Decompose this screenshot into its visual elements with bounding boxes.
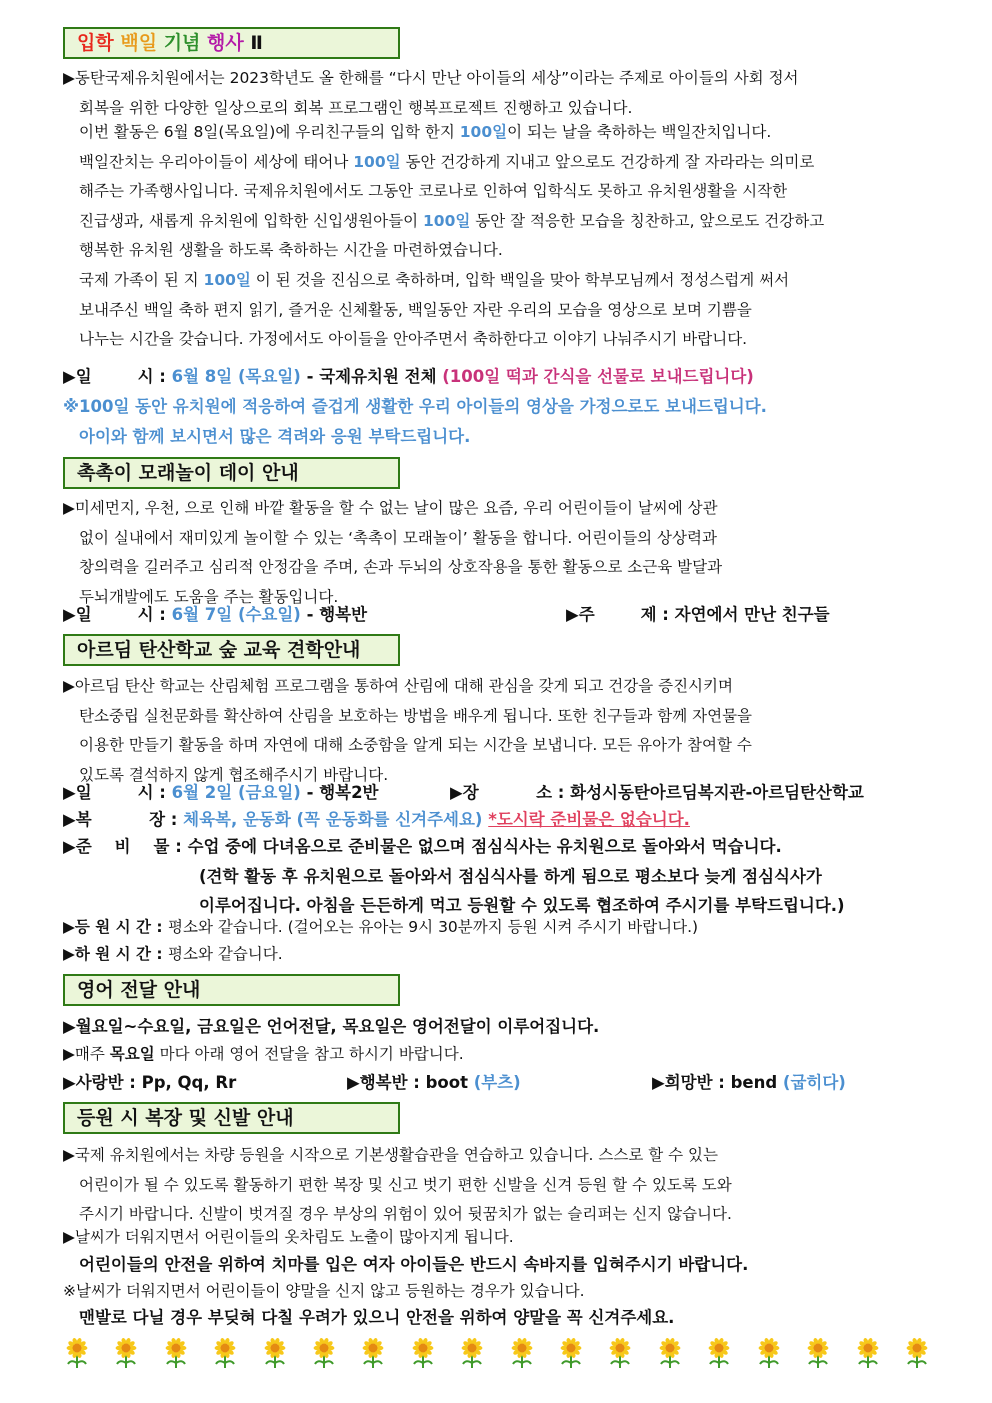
text-line: 동안 건강하게 지내고 앞으로도 건강하게 잘 자라라는 의미로 bbox=[400, 152, 815, 171]
sunflower-icon bbox=[656, 1337, 684, 1369]
text-line: 나누는 시간을 갖습니다. 가정에서도 아이들을 안아주면서 축하한다고 이야기 나눠주시기 바랍니다. bbox=[79, 330, 748, 348]
bullet-icon: ▶ bbox=[63, 837, 76, 856]
bullet-icon: ▶ bbox=[63, 918, 75, 936]
class-sarang: 사랑반 : Pp, Qq, Rr bbox=[75, 1073, 237, 1092]
section-title: 영어 전달 안내 bbox=[77, 979, 201, 1001]
class-text: 희망반 : bend bbox=[664, 1073, 783, 1092]
dress-label: 복 장 : bbox=[75, 810, 184, 829]
s1-paragraph-2 bbox=[63, 118, 947, 266]
s5-line7 bbox=[63, 1303, 947, 1333]
sunflower-icon bbox=[508, 1337, 536, 1369]
dress-note: *도시락 준비물은 없습니다. bbox=[488, 810, 690, 829]
s3-place bbox=[450, 778, 864, 808]
text-line: 해주는 가족행사입니다. 국제유치원에서도 그동안 코로나로 인하여 입학식도 못하고 유치원생활을 시작한 bbox=[79, 182, 788, 200]
text-line: 있도록 결석하지 않게 협조해주시기 바랍니다. bbox=[79, 765, 389, 784]
text-line: (견학 활동 후 유치원으로 돌아와서 점심식사를 하게 됨으로 평소보다 늦게 점심식사가 bbox=[199, 866, 822, 886]
bullet-icon: ▶ bbox=[63, 499, 75, 517]
text-line: 없이 실내에서 재미있게 놀이할 수 있는 ‘촉촉이 모래놀이’ 활동을 합니다. 어린이들의 상상력과 bbox=[79, 528, 717, 547]
dress-value: 체육복, 운동화 (꼭 운동화를 신겨주세요) bbox=[183, 810, 489, 829]
bullet-icon: ▶ bbox=[63, 69, 75, 87]
place-label: 장 소 : bbox=[462, 783, 571, 802]
section-header-sand-play bbox=[63, 457, 400, 489]
sunflower-icon bbox=[903, 1337, 931, 1369]
text-line: 날씨가 더워지면서 어린이들의 옷차림도 노출이 많아지게 됩니다. bbox=[74, 1228, 514, 1246]
class-text: 행복반 : boot bbox=[359, 1073, 474, 1092]
sunflower-icon bbox=[112, 1337, 140, 1369]
text-line: 맨발로 다닐 경우 부딪혀 다칠 우려가 있으니 안전을 위하여 양말을 꼭 신겨주세요. bbox=[79, 1308, 675, 1327]
s5-paragraph bbox=[63, 1141, 931, 1230]
s4-classes bbox=[63, 1068, 931, 1098]
title-numeral: Ⅱ bbox=[250, 32, 263, 54]
class-meaning: (부츠) bbox=[473, 1073, 521, 1092]
highlight-100-days: 100일 bbox=[203, 271, 251, 289]
sunflower-icon bbox=[261, 1337, 289, 1369]
sunflower-icon bbox=[705, 1337, 733, 1369]
arrive-label: 등 원 시 간 : bbox=[74, 918, 168, 936]
bullet-icon: ▶ bbox=[566, 605, 579, 624]
text-line: 이 된 것을 진심으로 축하하며, 입학 백일을 맞아 학부모님께서 정성스럽게 써서 bbox=[250, 271, 790, 289]
s3-dress-line bbox=[63, 805, 931, 835]
text-line: 탄소중립 실천문화를 확산하여 산림을 보호하는 방법을 배우게 됩니다. 또한 친구들과 함께 자연물을 bbox=[79, 706, 753, 725]
s5-line4 bbox=[63, 1223, 931, 1253]
s1-date-line bbox=[63, 362, 931, 392]
text-line: 회복을 위한 다양한 일상으로의 회복 프로그램인 행복프로젝트 진행하고 있습니다. bbox=[79, 98, 633, 117]
theme-label: 주 제 : bbox=[578, 605, 675, 624]
sunflower-icon bbox=[755, 1337, 783, 1369]
bullet-icon: ▶ bbox=[63, 605, 76, 624]
text-line: 창의력을 길러주고 심리적 안정감을 주며, 손과 두뇌의 상호작용을 통한 활동으로 소근육 발달과 bbox=[79, 558, 723, 576]
text-line: 국제 유치원에서는 차량 등원을 시작으로 기본생활습관을 연습하고 있습니다. 스스로 할 수 있는 bbox=[74, 1146, 718, 1164]
bullet-icon: ▶ bbox=[63, 1228, 75, 1246]
notice-line: ※100일 동안 유치원에 적응하여 즐겁게 생활한 우리 아이들의 영상을 가정으로도 보내드립니다. bbox=[63, 397, 767, 416]
date-value: 6월 2일 (금요일) bbox=[171, 783, 301, 802]
text-line: 이번 활동은 6월 8일(목요일)에 우리친구들의 입학 한지 bbox=[79, 123, 460, 141]
text-line: 월요일~수요일, 금요일은 언어전달, 목요일은 영어전달이 이루어집니다. bbox=[75, 1017, 600, 1036]
sunflower-icon bbox=[557, 1337, 585, 1369]
sunflower-icon bbox=[606, 1337, 634, 1369]
highlight-100-days: 100일 bbox=[423, 211, 471, 230]
text-line: 매주 bbox=[74, 1045, 110, 1063]
notice-line: 아이와 함께 보시면서 많은 격려와 응원 부탁드립니다. bbox=[79, 426, 471, 446]
s5-line5 bbox=[63, 1250, 947, 1280]
text-line: 어린이들의 안전을 위하여 치마를 입은 여자 아이들은 반드시 속바지를 입혀주시기 바랍니다. bbox=[79, 1255, 749, 1274]
leave-label: 하 원 시 간 : bbox=[74, 945, 168, 963]
text-line: 국제 가족이 된 지 bbox=[79, 271, 204, 289]
section-title: 촉촉이 모래놀이 데이 안내 bbox=[77, 462, 299, 484]
bullet-icon: ▶ bbox=[652, 1073, 665, 1092]
text-line: 두뇌개발에도 도움을 주는 활동입니다. bbox=[79, 587, 339, 606]
sunflower-icon bbox=[854, 1337, 882, 1369]
section-title: 등원 시 복장 및 신발 안내 bbox=[77, 1107, 294, 1129]
text-line: 아르딤 탄산 학교는 산림체험 프로그램을 통하여 산림에 대해 관심을 갖게 되고 건강을 증진시키며 bbox=[74, 677, 733, 695]
sunflower-icon bbox=[458, 1337, 486, 1369]
text-bold: 목요일 bbox=[109, 1045, 155, 1063]
title-word-3: 기념 bbox=[163, 32, 201, 54]
s1-notice bbox=[63, 392, 931, 451]
section-header-field-trip bbox=[63, 634, 400, 666]
bullet-icon: ▶ bbox=[63, 1146, 75, 1164]
sunflower-icon bbox=[359, 1337, 387, 1369]
arrive-value: 평소와 같습니다. (걸어오는 유아는 9시 30분까지 등원 시켜 주시기 바랍니다.) bbox=[168, 918, 699, 936]
bullet-icon: ▶ bbox=[63, 810, 76, 829]
section-header-english bbox=[63, 974, 400, 1006]
text-line: 이 되는 날을 축하하는 백일잔치입니다. bbox=[507, 123, 772, 141]
bullet-icon: ▶ bbox=[63, 677, 75, 695]
bullet-icon: ▶ bbox=[63, 1017, 76, 1036]
s3-leave-line bbox=[63, 940, 931, 970]
s3-prep bbox=[63, 832, 931, 921]
date-rest: - 행복반 bbox=[300, 605, 368, 624]
place-value: 화성시동탄아르딤복지관-아르딤탄산학교 bbox=[570, 783, 864, 802]
highlight-100-days: 100일 bbox=[353, 152, 401, 171]
title-word-1: 입학 bbox=[77, 32, 114, 54]
sunflower-icon bbox=[804, 1337, 832, 1369]
class-haengbok bbox=[347, 1068, 521, 1098]
title-word-4: 행사 bbox=[207, 32, 244, 54]
text-line: 주시기 바랍니다. 신발이 벗겨질 경우 부상의 위험이 있어 뒷꿈치가 없는 슬리퍼는 신지 않습니다. bbox=[79, 1205, 732, 1223]
leave-value: 평소와 같습니다. bbox=[168, 945, 283, 963]
date-note: (100일 떡과 간식을 선물로 보내드립니다) bbox=[442, 367, 754, 386]
bullet-icon: ▶ bbox=[63, 367, 76, 386]
text-line: 이루어집니다. 아침을 든든하게 먹고 등원할 수 있도록 협조하여 주시기를 부탁드립니다.) bbox=[199, 896, 845, 915]
sunflower-icon bbox=[162, 1337, 190, 1369]
s4-line2 bbox=[63, 1040, 931, 1070]
theme-value: 자연에서 만난 친구들 bbox=[674, 605, 830, 624]
s4-line1 bbox=[63, 1012, 931, 1042]
s2-date-line bbox=[63, 600, 931, 630]
date-value: 6월 7일 (수요일) bbox=[171, 605, 301, 624]
date-rest: - 국제유치원 전체 bbox=[300, 367, 443, 386]
bullet-icon: ▶ bbox=[63, 1073, 76, 1092]
s3-date-line bbox=[63, 778, 931, 808]
text-line: 진급생과, 새롭게 유치원에 입학한 신입생원아들이 bbox=[79, 211, 423, 230]
text-line: 미세먼지, 우천, 으로 인해 바깥 활동을 할 수 없는 날이 많은 요즘, 우리 어린이들이 날씨에 상관 bbox=[74, 499, 718, 517]
date-rest: - 행복2반 bbox=[300, 783, 379, 802]
text-line: 동안 잘 적응한 모습을 칭찬하고, 앞으로도 건강하고 bbox=[470, 211, 825, 230]
s1-paragraph-3 bbox=[63, 266, 947, 355]
bullet-icon: ▶ bbox=[347, 1073, 360, 1092]
date-label: 일 시 : bbox=[75, 605, 172, 624]
section-title: 아르딤 탄산학교 숲 교육 견학안내 bbox=[77, 639, 361, 661]
text-line: 수업 중에 다녀옴으로 준비물은 없으며 점심식사는 유치원으로 돌아와서 먹습니다. bbox=[187, 837, 782, 856]
sunflower-icon bbox=[211, 1337, 239, 1369]
date-value: 6월 8일 (목요일) bbox=[171, 367, 301, 386]
prep-label: 준 비 물 : bbox=[75, 837, 188, 856]
class-huimang bbox=[652, 1068, 846, 1098]
s3-arrive-line bbox=[63, 913, 931, 943]
bullet-icon: ▶ bbox=[63, 945, 75, 963]
text-line: 어린이가 될 수 있도록 활동하기 편한 복장 및 신고 벗기 편한 신발을 신겨 등원 할 수 있도록 도와 bbox=[79, 1175, 732, 1194]
bullet-icon: ▶ bbox=[63, 1045, 75, 1063]
bullet-icon: ▶ bbox=[63, 783, 76, 802]
text-line: 마다 아래 영어 전달을 참고 하시기 바랍니다. bbox=[154, 1045, 464, 1063]
s2-paragraph bbox=[63, 494, 931, 612]
s2-theme bbox=[566, 600, 830, 630]
text-line: 보내주신 백일 축하 편지 읽기, 즐거운 신체활동, 백일동안 자란 우리의 모습을 영상으로 보며 기쁨을 bbox=[79, 300, 752, 319]
text-line: 백일잔치는 우리아이들이 세상에 태어나 bbox=[79, 152, 354, 171]
date-label: 일 시 : bbox=[75, 367, 172, 386]
text-line: 동탄국제유치원에서는 2023학년도 올 한해를 “다시 만난 아이들의 세상”이라는 주제로 아이들의 사회 정서 bbox=[74, 69, 799, 87]
class-meaning: (굽히다) bbox=[782, 1073, 846, 1092]
section-header-entrance-100-days bbox=[63, 27, 400, 59]
sunflower-icon bbox=[409, 1337, 437, 1369]
text-line: 이용한 만들기 활동을 하며 자연에 대해 소중함을 알게 되는 시간을 보냅니다. 모든 유아가 참여할 수 bbox=[79, 736, 752, 754]
highlight-100-days: 100일 bbox=[459, 123, 508, 141]
s1-paragraph-1 bbox=[63, 64, 931, 123]
bullet-icon: ▶ bbox=[450, 783, 463, 802]
text-line: ※날씨가 더워지면서 어린이들이 양말을 신지 않고 등원하는 경우가 있습니다. bbox=[63, 1282, 585, 1300]
s3-paragraph bbox=[63, 672, 931, 790]
sunflower-icon bbox=[310, 1337, 338, 1369]
date-label: 일 시 : bbox=[75, 783, 172, 802]
section-header-clothing bbox=[63, 1102, 400, 1134]
sunflower-border bbox=[63, 1337, 931, 1373]
text-line: 행복한 유치원 생활을 하도록 축하하는 시간을 마련하였습니다. bbox=[79, 241, 503, 259]
sunflower-icon bbox=[63, 1337, 91, 1369]
title-word-2: 백일 bbox=[120, 32, 158, 54]
